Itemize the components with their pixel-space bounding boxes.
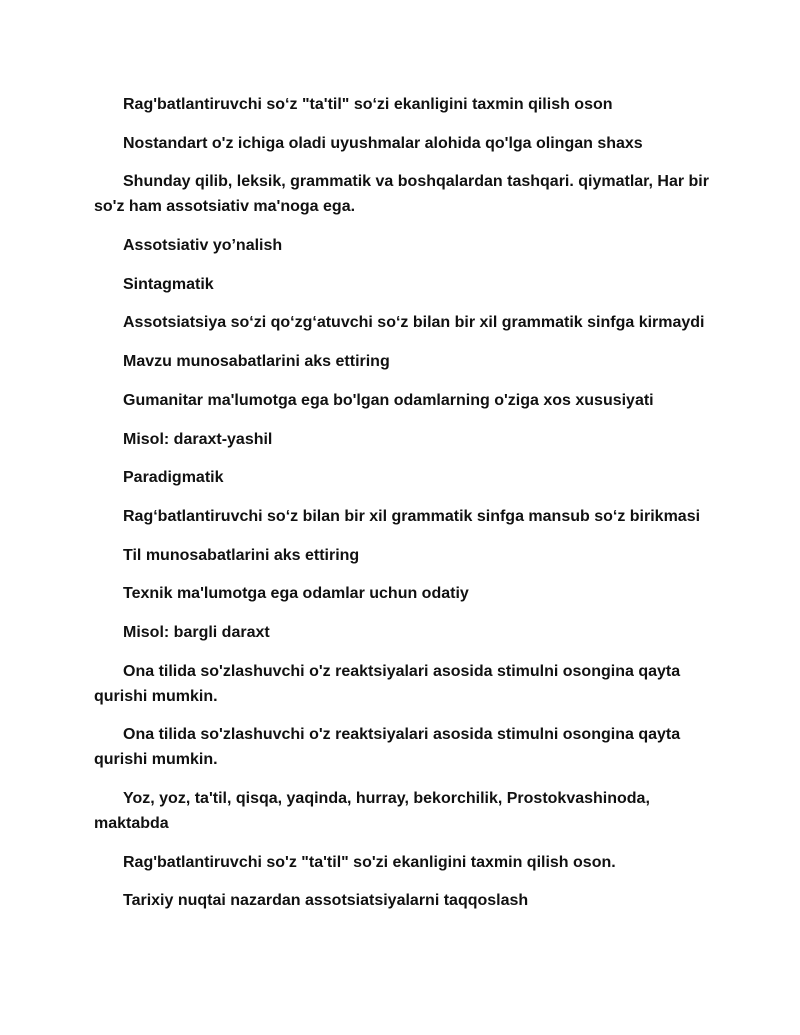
paragraph: Texnik ma'lumotga ega odamlar uchun odatiy [123,585,469,603]
paragraph: Assotsiativ yo’nalish [123,237,283,255]
paragraph: Tarixiy nuqtai nazardan assotsiatsiyalarni taqqoslash [123,892,529,910]
paragraph: Sintagmatik [123,275,214,293]
paragraph: Ona tilida so'zlashuvchi o'z reaktsiyalari asosida stimulni osongina qayta qurishi mumkin. [94,726,681,769]
paragraph: Assotsiatsiya so‘zi qo‘zg‘atuvchi so‘z bilan bir xil grammatik sinfga kirmaydi [123,314,705,332]
paragraph: Gumanitar ma'lumotga ega bo'lgan odamlarning o'ziga xos xususiyati [123,391,654,409]
paragraph: Yoz, yoz, ta'til, qisqa, yaqinda, hurray, bekorchilik, Prostokvashinoda, maktabda [94,790,650,832]
paragraph: Misol: bargli daraxt [123,623,270,641]
paragraph: Shunday qilib, leksik, grammatik va boshqalardan tashqari. qiymatlar, Har bir so'z ham assotsiativ ma'noga ega. [94,173,709,216]
paragraph: Rag'batlantiruvchi so'z "ta'til" so'zi ekanligini taxmin qilish oson. [123,853,616,871]
paragraph: Rag‘batlantiruvchi so‘z bilan bir xil grammatik sinfga mansub so‘z birikmasi [123,507,701,525]
paragraph: Mavzu munosabatlarini aks ettiring [123,353,390,371]
document-body [94,92,714,927]
paragraph: Nostandart o'z ichiga oladi uyushmalar alohida qo'lga olingan shaxs [123,134,643,152]
paragraph: Rag'batlantiruvchi so‘z "ta'til" so‘zi ekanligini taxmin qilish oson [123,96,613,113]
paragraph: Paradigmatik [123,469,224,487]
paragraph: Til munosabatlarini aks ettiring [123,546,360,564]
paragraph: Ona tilida so'zlashuvchi o'z reaktsiyalari asosida stimulni osongina qayta qurishi mumkin. [94,662,681,705]
paragraph: Misol: daraxt-yashil [123,430,273,448]
